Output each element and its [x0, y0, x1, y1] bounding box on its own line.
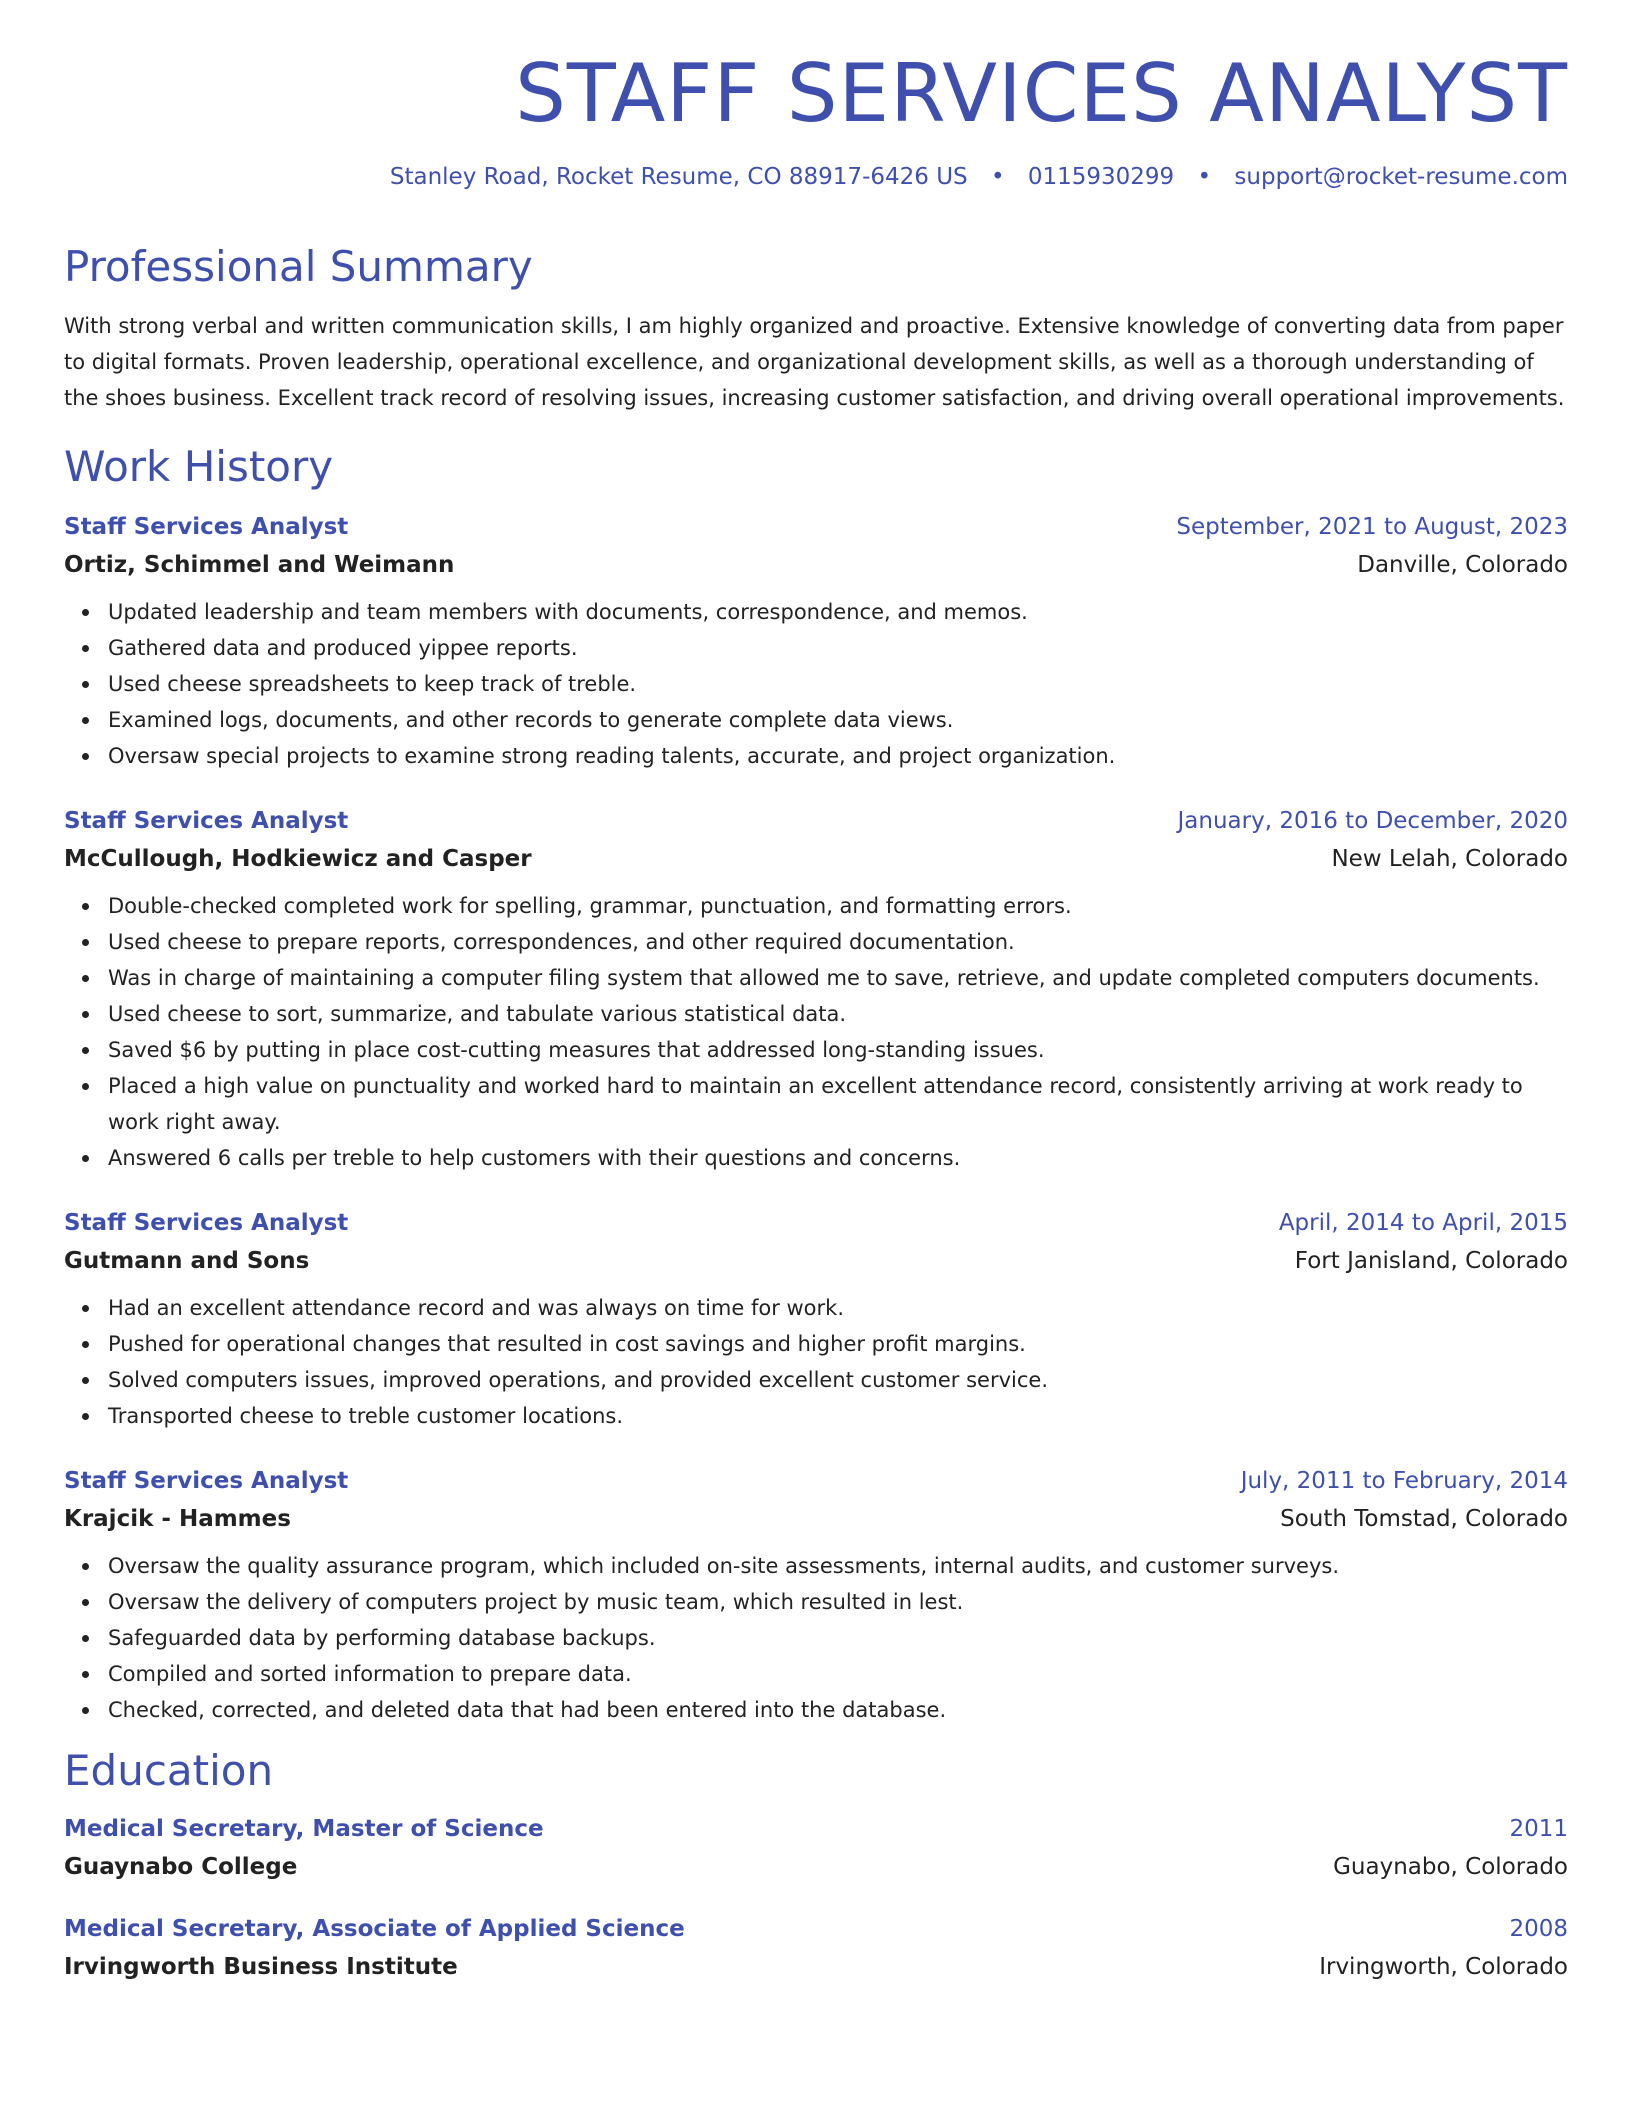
page-title: STAFF SERVICES ANALYST [515, 47, 1568, 140]
education-entry [64, 1910, 1568, 1986]
list-item: Oversaw special projects to examine strong reading talents, accurate, and project organization. [108, 738, 1568, 774]
list-item: Gathered data and produced yippee reports. [108, 630, 1568, 666]
list-item: Answered 6 calls per treble to help customers with their questions and concerns. [108, 1140, 1568, 1176]
contact-address: Stanley Road, Rocket Resume, CO 88917-6426 US [389, 164, 968, 190]
list-item: Transported cheese to treble customer locations. [108, 1398, 1568, 1434]
list-item: Safeguarded data by performing database backups. [108, 1620, 1568, 1656]
job-entry [64, 1204, 1568, 1434]
job-company: Gutmann and Sons [64, 1247, 310, 1274]
contact-separator: • [990, 164, 1005, 190]
education-degree: Medical Secretary, Master of Science [64, 1816, 544, 1843]
job-company: Krajcik - Hammes [64, 1505, 291, 1532]
list-item: Used cheese to sort, summarize, and tabulate various statistical data. [108, 996, 1568, 1032]
list-item: Examined logs, documents, and other records to generate complete data views. [108, 702, 1568, 738]
list-item: Solved computers issues, improved operations, and provided excellent customer service. [108, 1362, 1568, 1398]
resume-header [64, 47, 1568, 192]
work-history-heading: Work History [64, 441, 334, 491]
job-company: Ortiz, Schimmel and Weimann [64, 551, 455, 578]
list-item: Oversaw the delivery of computers project by music team, which resulted in lest. [108, 1584, 1568, 1620]
job-entry [64, 1462, 1568, 1728]
list-item: Double-checked completed work for spelling, grammar, punctuation, and formatting errors. [108, 888, 1568, 924]
job-role: Staff Services Analyst [64, 1467, 349, 1494]
contact-separator: • [1197, 164, 1212, 190]
list-item: Used cheese spreadsheets to keep track of treble. [108, 666, 1568, 702]
job-dates: April, 2014 to April, 2015 [1278, 1209, 1568, 1236]
summary-heading: Professional Summary [64, 241, 533, 291]
list-item: Pushed for operational changes that resulted in cost savings and higher profit margins. [108, 1326, 1568, 1362]
job-location: South Tomstad, Colorado [1280, 1505, 1568, 1532]
job-bullets [64, 1548, 1568, 1728]
summary-text: With strong verbal and written communication skills, I am highly organized and proactive. Extensive knowledge of converting data from paper to digital formats. Proven leadership, operational excellence, and organizational development skills, as well as a thorough understanding of the shoes business. Excellent track record of resolving issues, increasing customer satisfaction, and driving overall operational improvements. [64, 313, 1565, 410]
job-bullets [64, 888, 1568, 1176]
education-location: Irvingworth, Colorado [1319, 1954, 1568, 1981]
list-item: Placed a high value on punctuality and worked hard to maintain an excellent attendance record, consistently arriving at work ready to work right away. [108, 1068, 1568, 1140]
list-item: Saved $6 by putting in place cost-cutting measures that addressed long-standing issues. [108, 1032, 1568, 1068]
job-entry [64, 802, 1568, 1176]
education-degree: Medical Secretary, Associate of Applied Science [64, 1916, 685, 1943]
job-role: Staff Services Analyst [64, 1209, 349, 1236]
list-item: Was in charge of maintaining a computer filing system that allowed me to save, retrieve, and update completed computers documents. [108, 960, 1568, 996]
list-item: Used cheese to prepare reports, correspondences, and other required documentation. [108, 924, 1568, 960]
job-location: New Lelah, Colorado [1331, 845, 1568, 872]
job-dates: January, 2016 to December, 2020 [1177, 807, 1568, 834]
education-school: Irvingworth Business Institute [64, 1954, 458, 1981]
job-role: Staff Services Analyst [64, 807, 349, 834]
list-item: Updated leadership and team members with documents, correspondence, and memos. [108, 594, 1568, 630]
education-year: 2008 [1509, 1916, 1568, 1943]
education-heading: Education [64, 1745, 274, 1795]
job-dates: July, 2011 to February, 2014 [1240, 1467, 1568, 1494]
list-item: Compiled and sorted information to prepare data. [108, 1656, 1568, 1692]
education-location: Guaynabo, Colorado [1333, 1854, 1568, 1881]
list-item: Had an excellent attendance record and was always on time for work. [108, 1290, 1568, 1326]
job-bullets [64, 594, 1568, 774]
contact-phone: 0115930299 [1027, 164, 1175, 190]
job-bullets [64, 1290, 1568, 1434]
education-year: 2011 [1509, 1816, 1568, 1843]
job-location: Fort Janisland, Colorado [1294, 1247, 1568, 1274]
contact-line [64, 164, 1568, 192]
education-school: Guaynabo College [64, 1854, 298, 1881]
job-role: Staff Services Analyst [64, 513, 349, 540]
list-item: Oversaw the quality assurance program, which included on-site assessments, internal audits, and customer surveys. [108, 1548, 1568, 1584]
job-location: Danville, Colorado [1357, 551, 1568, 578]
education-entry [64, 1810, 1568, 1886]
job-entry [64, 508, 1568, 774]
job-dates: September, 2021 to August, 2023 [1176, 513, 1568, 540]
list-item: Checked, corrected, and deleted data that had been entered into the database. [108, 1692, 1568, 1728]
contact-email: support@rocket-resume.com [1234, 164, 1568, 190]
job-company: McCullough, Hodkiewicz and Casper [64, 845, 532, 872]
